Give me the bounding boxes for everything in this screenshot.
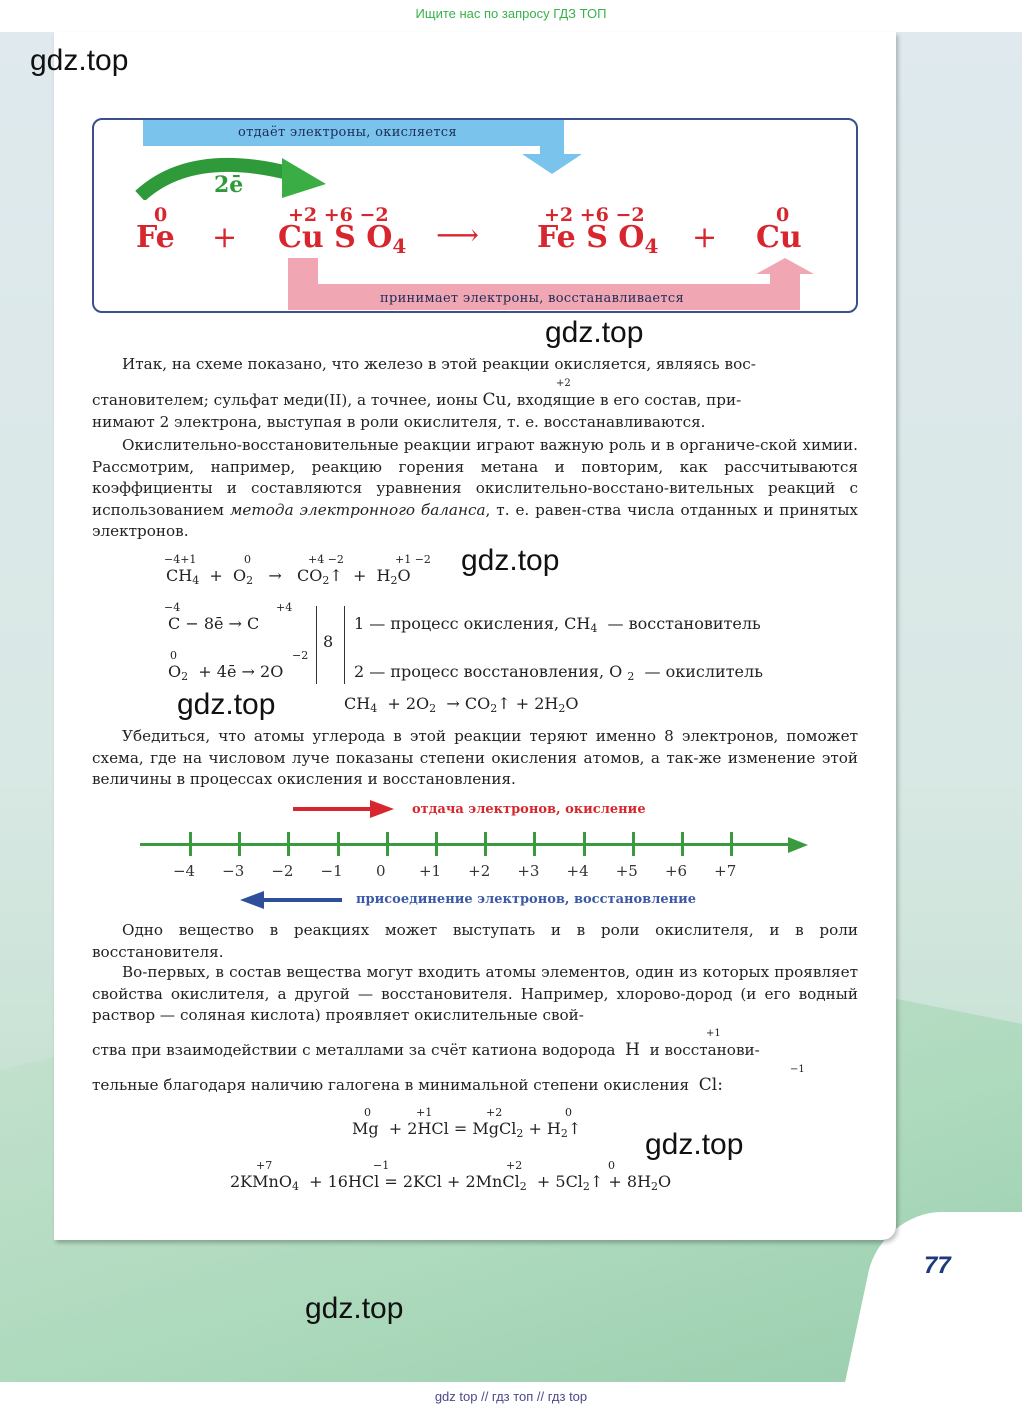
mn7-oxidation-state: +7 (256, 1159, 273, 1172)
axis-tick (583, 832, 586, 856)
watermark: gdz.top (645, 1128, 744, 1161)
axis-tick (730, 832, 733, 856)
oxidation-direction-arrow-head (370, 800, 394, 818)
mg-oxidation-state: 0 (364, 1106, 371, 1119)
mg2-oxidation-state: +2 (486, 1106, 503, 1119)
cuso4-oxidation-states: +2 +6 −2 (288, 204, 389, 226)
cu-oxidation-state: 0 (776, 204, 790, 226)
axis-tick (435, 832, 438, 856)
page-number: 77 (924, 1252, 951, 1279)
reaction-arrow: ⟶ (436, 218, 480, 253)
cu-formula: Cu (756, 220, 802, 255)
axis-tick-label: +4 (566, 862, 589, 880)
o-minus2-oxidation-state: −2 (292, 649, 309, 662)
kmno4-hcl-equation: 2KMnO$_4$ + 16HCl = 2KCl + 2MnCl$_2$ + $5Cl_2↑ + 8H_2O$ (230, 1172, 672, 1193)
reduction-direction-arrow (262, 898, 342, 902)
reduction-half-reaction: $O_2$ + 4ē → 2O (168, 662, 284, 683)
balanced-methane-equation: $CH_4 + 2O_2$ → $CO_2↑ + 2H_2O$ (344, 694, 579, 715)
fe-oxidation-state: 0 (154, 204, 168, 226)
oxidation-process-note: 1 — процесс окисления, $CH_4$ — восстановитель (354, 614, 761, 635)
paragraph-5-line-5: тельные благодаря наличию галогена в минимальной степени окисления Cl: (92, 1075, 723, 1095)
watermark: gdz.top (305, 1292, 404, 1325)
c-minus4-oxidation-state: −4 (164, 601, 181, 614)
axis-tick-label: +6 (664, 862, 688, 880)
oxidation-half-reaction: C − 8ē → C (168, 614, 260, 633)
axis-tick-label: +5 (615, 862, 638, 880)
reduction-process-note: 2 — процесс восстановления, O $_2$ — окислитель (354, 662, 763, 683)
paragraph-5: Во-первых, в состав вещества могут входить атомы элементов, один из которых проявляет свойства окислителя, а другой — восстановителя. Например, хлорово-дород (и его водный раствор — соляная кислота) проявляет окислительные свой- (92, 963, 858, 1025)
ch4-oxidation-states: −4+1 (164, 553, 197, 566)
cl-minus1-oxidation-state: −1 (373, 1159, 390, 1172)
reduction-direction-label: присоединение электронов, восстановление (356, 892, 697, 907)
axis-tick (386, 832, 389, 856)
oxidation-direction-label: отдача электронов, окисление (412, 802, 646, 817)
axis-tick-label: +1 (418, 862, 442, 880)
axis-tick-label: −3 (222, 862, 245, 880)
axis-tick-label: −4 (172, 862, 196, 880)
axis-tick-label: −1 (320, 862, 343, 880)
cuso4-formula: Cu S $O_4$ (278, 220, 407, 258)
h-cation-oxidation-state: +1 (706, 1028, 721, 1039)
electrons-count: 2ē (214, 172, 244, 198)
feso4-formula: Fe S $O_4$ (537, 220, 659, 258)
axis-tick (189, 832, 192, 856)
watermark: gdz.top (30, 44, 129, 77)
axis-tick-label: +7 (714, 862, 737, 880)
h2o-oxidation-states: +1 −2 (395, 553, 431, 566)
paragraph-2: Окислительно-восстановительные реакции играют важную роль и в органиче-ской химии. Рассмотрим, например, реакцию горения метана и повторим, как рассчитываются коэффициенты и составляются уравнения окислительно-восстано-вительных реакций с использованием метода электронного баланса, т. е. равен-ства числа отданных и принятых электронов. (92, 436, 859, 541)
bottom-note: gdz top // гдз топ // гдз top (434, 1389, 588, 1404)
axis-tick-label: −2 (271, 862, 294, 880)
paragraph-3: Убедиться, что атомы углерода в этой реакции теряют именно 8 электронов, поможет схема, где на числовом луче показаны степени окисления атомов, а так-же изменение этой величины в процессах окисления и восстановления. (92, 727, 858, 789)
o2-oxidation-state: 0 (244, 553, 251, 566)
axis-tick (681, 832, 684, 856)
axis-tick (287, 832, 290, 856)
axis-tick (337, 832, 340, 856)
axis-tick-label: +3 (517, 862, 540, 880)
mg-hcl-equation: Mg + 2HCl = MgCl$_2$ + $H_2↑$ (352, 1119, 582, 1140)
oxidation-band-drop (540, 120, 564, 156)
h2-oxidation-state: 0 (565, 1106, 572, 1119)
axis-tick (632, 832, 635, 856)
balance-divider-left (316, 606, 317, 684)
watermark: gdz.top (545, 316, 644, 349)
paragraph-1-line-3: нимают 2 электрона, выступая в роли окислителя, т. е. восстанавливаются. (92, 413, 706, 431)
plus-sign-2: + (692, 220, 718, 255)
oxidation-arrow-head (522, 154, 582, 174)
co2-oxidation-states: +4 −2 (308, 553, 344, 566)
fe-formula: Fe (136, 220, 175, 255)
paragraph-1-line-2: становителем; сульфат меди(II), а точнее, ионы Cu, входящие в его состав, при- (92, 390, 742, 410)
axis-tick (238, 832, 241, 856)
cl-anion-oxidation-state: −1 (790, 1064, 805, 1075)
plus-sign: + (212, 220, 238, 255)
methane-combustion-equation: $CH_4 + O_2$ → $CO_2↑ + H_2O$ (166, 566, 411, 587)
watermark: gdz.top (177, 688, 276, 721)
mn2-oxidation-state: +2 (506, 1159, 523, 1172)
paragraph-1-line-1: Итак, на схеме показано, что железо в этой реакции окисляется, являясь вос- (122, 355, 756, 373)
axis-tick-label: +2 (468, 862, 491, 880)
c-plus4-oxidation-state: +4 (276, 601, 293, 614)
axis-arrow-head (788, 837, 808, 853)
cl2-oxidation-state: 0 (608, 1159, 615, 1172)
o-zero-oxidation-state: 0 (170, 649, 177, 662)
oxidation-label: отдаёт электроны, окисляется (238, 125, 457, 140)
feso4-oxidation-states: +2 +6 −2 (544, 204, 645, 226)
least-common-multiple: 8 (323, 632, 334, 651)
cu-ion-oxidation-state: +2 (556, 378, 571, 389)
reduction-arrow-head (756, 258, 814, 274)
top-note: Ищите нас по запросу ГДЗ ТОП (415, 6, 607, 21)
reduction-band-up (770, 272, 800, 310)
reduction-label: принимает электроны, восстанавливается (380, 291, 684, 306)
paragraph-5-line-4: ства при взаимодействии с металлами за счёт катиона водорода H и восстанови- (92, 1040, 760, 1060)
paragraph-4: Одно вещество в реакциях может выступать и в роли окислителя, и в роли восстановителя. (92, 921, 858, 961)
h-oxidation-state: +1 (416, 1106, 433, 1119)
oxidation-direction-arrow (293, 807, 373, 811)
axis-tick (484, 832, 487, 856)
axis-tick-label: 0 (376, 862, 386, 880)
reduction-direction-arrow-head (240, 891, 264, 909)
watermark: gdz.top (461, 544, 560, 577)
axis-tick (533, 832, 536, 856)
balance-divider-right (344, 606, 345, 684)
